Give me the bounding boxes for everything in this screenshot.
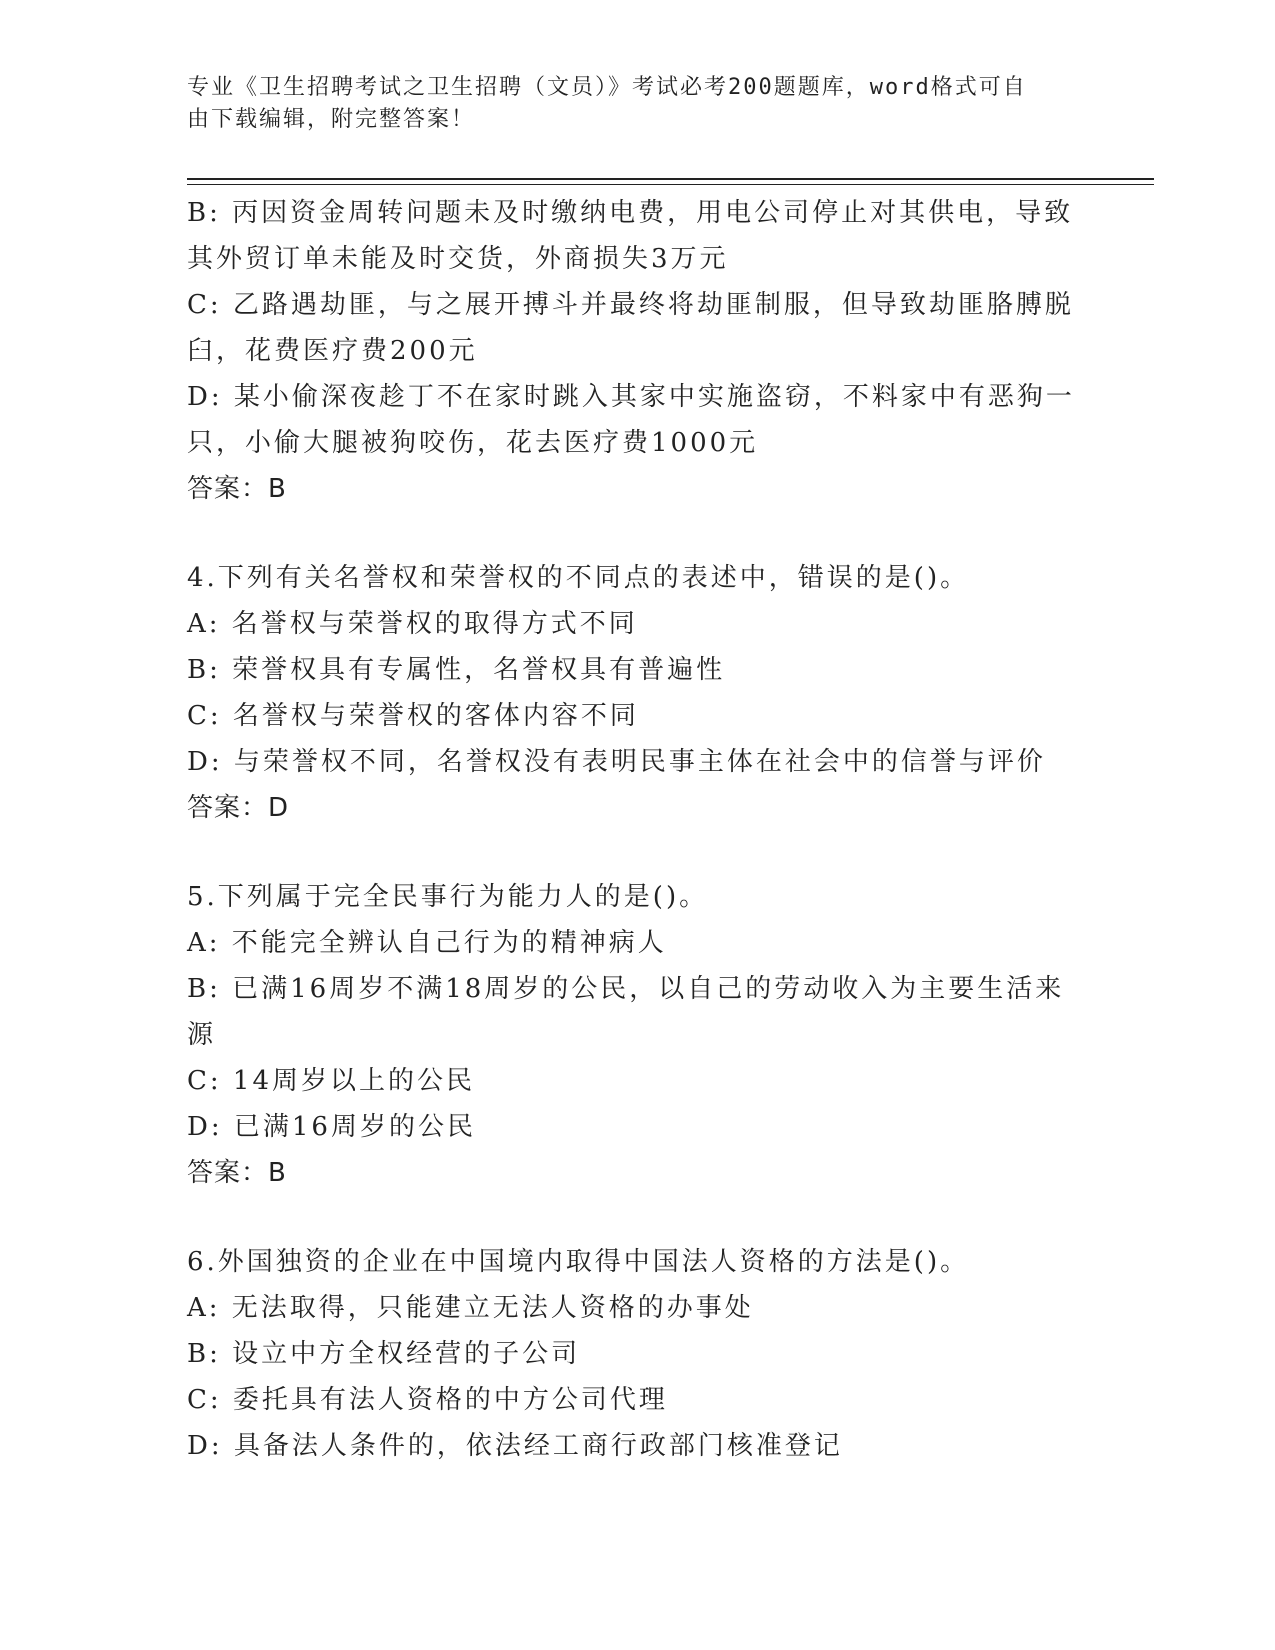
header-line-2: 由下载编辑，附完整答案！ [187,107,476,132]
question-4 [187,555,1077,831]
option-b: B: 荣誉权具有专属性，名誉权具有普遍性 [187,655,726,685]
document-header [187,72,1077,136]
option-c-line-2: 臼，花费医疗费200元 [187,336,478,366]
question-stem: 6.外国独资的企业在中国境内取得中国法人资格的方法是()。 [187,1247,970,1277]
question-spacer [187,1196,1077,1239]
option-b-line-1: B: 已满16周岁不满18周岁的公民，以自己的劳动收入为主要生活来 [187,974,1065,1004]
option-b-line-1: B: 丙因资金周转问题未及时缴纳电费，用电公司停止对其供电，导致 [187,198,1074,228]
option-a: A: 不能完全辨认自己行为的精神病人 [187,928,667,958]
answer: 答案：B [187,1158,287,1188]
question-5 [187,874,1077,1196]
option-b-line-2: 源 [187,1020,217,1050]
option-c: C: 委托具有法人资格的中方公司代理 [187,1385,668,1415]
question-stem: 4.下列有关名誉权和荣誉权的不同点的表述中，错误的是()。 [187,563,970,593]
document-body [187,190,1077,1469]
option-d: D: 具备法人条件的，依法经工商行政部门核准登记 [187,1431,843,1461]
question-3-tail [187,190,1077,512]
option-d-line-1: D: 某小偷深夜趁丁不在家时跳入其家中实施盗窃，不料家中有恶狗一 [187,382,1075,412]
option-b-line-2: 其外贸订单未能及时交货，外商损失3万元 [187,244,729,274]
option-c-line-1: C: 乙路遇劫匪，与之展开搏斗并最终将劫匪制服，但导致劫匪胳膊脱 [187,290,1074,320]
option-c: C: 14周岁以上的公民 [187,1066,476,1096]
option-d-line-2: 只，小偷大腿被狗咬伤，花去医疗费1000元 [187,428,759,458]
question-spacer [187,831,1077,874]
question-stem: 5.下列属于完全民事行为能力人的是()。 [187,882,709,912]
answer: 答案：D [187,793,290,823]
option-a: A: 名誉权与荣誉权的取得方式不同 [187,609,638,639]
option-c: C: 名誉权与荣誉权的客体内容不同 [187,701,639,731]
header-divider-thick [187,178,1154,180]
header-line-1: 专业《卫生招聘考试之卫生招聘（文员）》考试必考200题题库，word格式可自 [187,75,1027,100]
option-d: D: 已满16周岁的公民 [187,1112,476,1142]
answer: 答案：B [187,474,287,504]
header-divider-thin [187,184,1154,185]
option-d: D: 与荣誉权不同，名誉权没有表明民事主体在社会中的信誉与评价 [187,747,1046,777]
option-a: A: 无法取得，只能建立无法人资格的办事处 [187,1293,754,1323]
option-b: B: 设立中方全权经营的子公司 [187,1339,581,1369]
question-spacer [187,512,1077,555]
question-6 [187,1239,1077,1469]
